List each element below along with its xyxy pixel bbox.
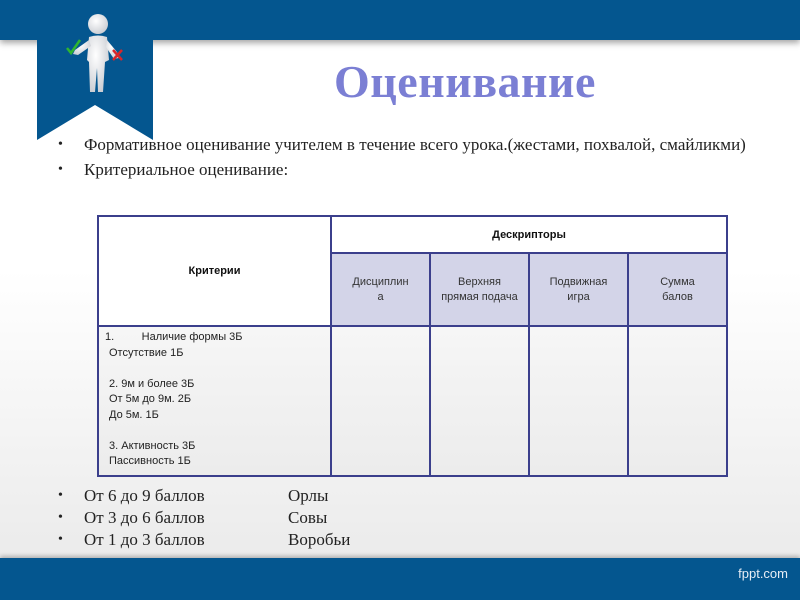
descriptor-header-line: игра (567, 290, 590, 303)
descriptor-header-game (529, 253, 628, 326)
bottom-band (0, 558, 800, 600)
score-cell-total (628, 326, 727, 476)
criteria-line: 1. Наличие формы 3Б (105, 331, 243, 343)
grading-scale-list (58, 485, 350, 551)
criteria-line: 2. 9м и более 3Б (109, 377, 195, 390)
scale-range: От 6 до 9 баллов (84, 486, 205, 505)
criteria-gap (105, 423, 324, 439)
bullet-criterial: • Критериальное оценивание: (58, 159, 778, 181)
score-cell-serve (430, 326, 529, 476)
criteria-cell (98, 326, 331, 476)
score-cell-discipline (331, 326, 430, 476)
scale-label: Совы (288, 508, 328, 527)
criteria-line: Отсутствие 1Б (109, 346, 184, 359)
descriptors-header: Дескрипторы (331, 216, 727, 253)
table-row (98, 326, 727, 476)
criteria-line: Пассивность 1Б (109, 455, 191, 467)
descriptor-header-line: Подвижная (549, 275, 608, 288)
scale-label: Орлы (288, 486, 329, 505)
scale-label: Воробьи (288, 530, 351, 549)
scale-item (58, 507, 350, 529)
footer-brand: fppt.com (738, 566, 788, 581)
descriptor-header-serve (430, 253, 529, 326)
criteria-header: Критерии (98, 216, 331, 326)
descriptor-header-line: балов (662, 290, 693, 303)
criteria-gap (105, 361, 324, 377)
descriptor-header-line: Верхняя (458, 275, 501, 288)
criteria-table (97, 215, 728, 477)
slide-title: Оценивание (334, 56, 596, 107)
score-cell-game (529, 326, 628, 476)
descriptor-header-line: а (377, 290, 384, 303)
descriptor-header-line: Дисциплин (352, 275, 409, 288)
scale-range: От 3 до 6 баллов (84, 508, 205, 527)
criteria-line: От 5м до 9м. 2Б (109, 393, 192, 405)
descriptor-header-line: прямая подача (441, 290, 518, 303)
intro-bullet-list (58, 134, 778, 181)
criteria-line: До 5м. 1Б (109, 408, 159, 421)
descriptor-header-total (628, 253, 727, 326)
descriptor-header-line: Сумма (660, 275, 695, 288)
scale-item (58, 529, 350, 551)
scale-range: От 1 до 3 баллов (84, 530, 205, 549)
bullet-formative: • Формативное оценивание учителем в течение всего урока.(жестами, похвалой, смайликми) (58, 134, 778, 156)
scale-item (58, 485, 350, 507)
descriptor-header-discipline (331, 253, 430, 326)
criteria-line: 3. Активность 3Б (109, 439, 196, 452)
